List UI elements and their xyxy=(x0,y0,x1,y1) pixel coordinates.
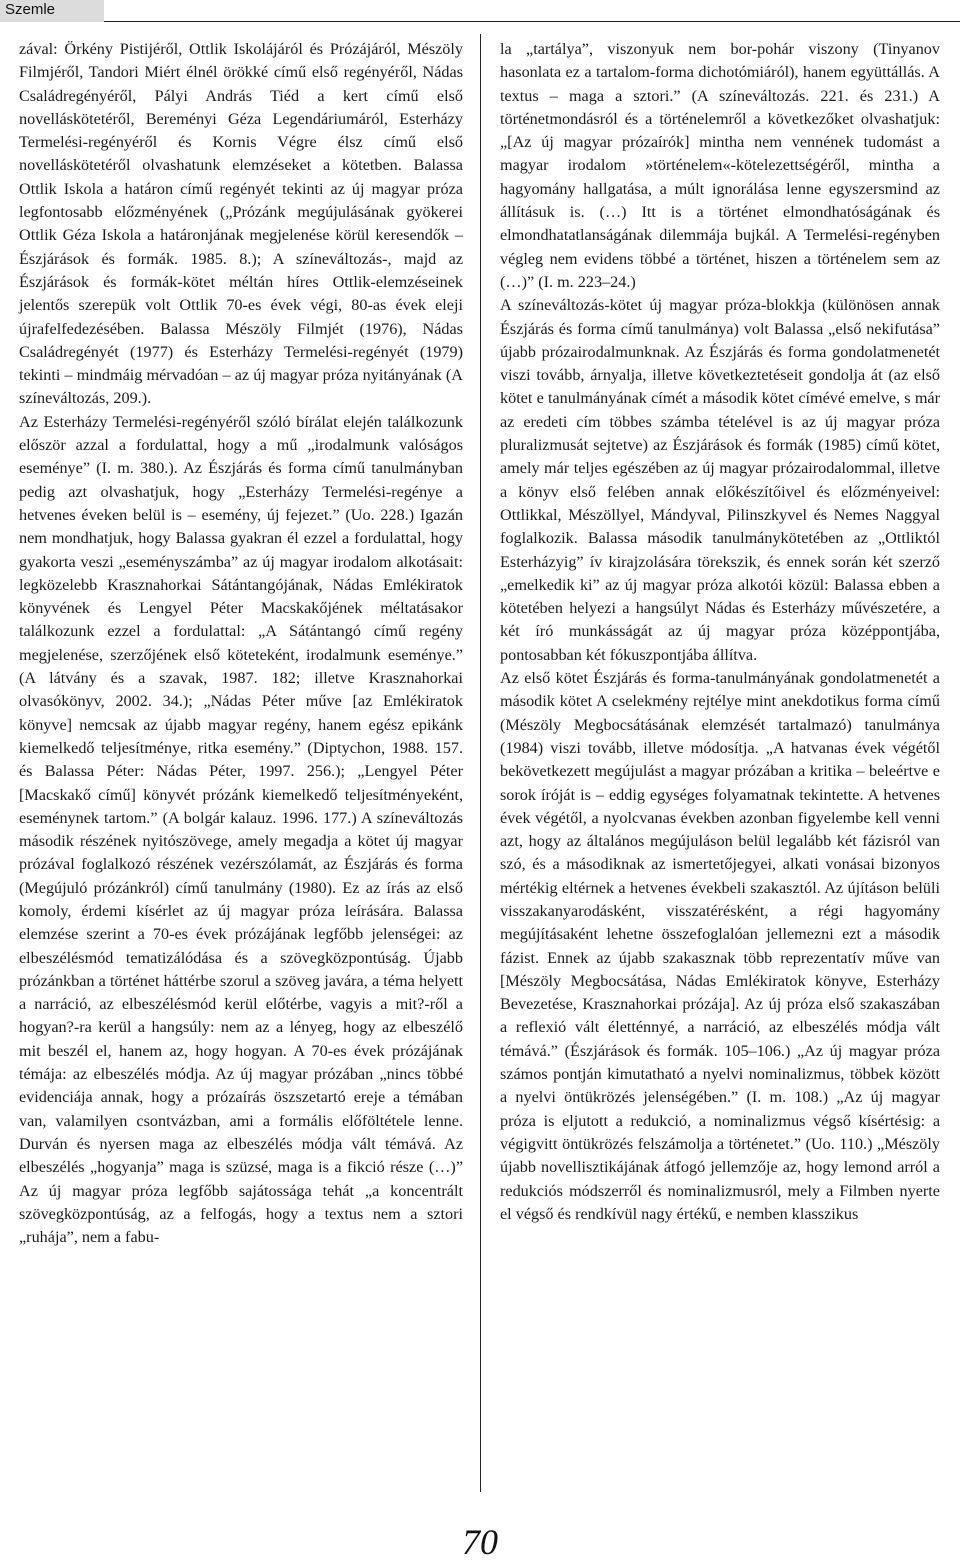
left-paragraph-2: Az Esterházy Termelési-regényéről szóló bírálat elején találkozunk először azzal a fordulattal, hogy a mű „irodalmunk valóságos eseménye” (I. m. 380.). Az Észjárás és forma című tanulmányban pedig azt olvashatjuk, hogy „Esterházy Termelési-regénye a hetvenes éveken belül is – esemény, új fejezet.” (Uo. 228.) Igazán nem mondhatjuk, hogy Balassa gyakran él ezzel a fordulattal, hogy gyakorta veszi „eseményszámba” az új magyar irodalom alkotásait: legközelebb Krasznahorkai Sátántangójának, Nádas Emlékiratok könyvének és Lengyel Péter Macskakőjének méltatásakor találkozunk ezzel a fordulattal: „A Sátántangó című regény megjelenése, szerzőjének első köteteként, irodalmunk eseménye.” (A látvány és a szavak, 1987. 182; illetve Krasznahorkai olvasókönyv, 2002. 34.); „Nádas Péter műve [az Emlékiratok könyve] nemcsak az újabb magyar regény, hanem egész epikánk kiemelkedő teljesítménye, ritka esemény.” (Diptychon, 1988. 157. és Balassa Péter: Nádas Péter, 1997. 256.); „Lengyel Péter [Macskakő című] könyvét prózánk kiemelkedő teljesítményeként, eseménynek tartom.” (A bolgár kalauz. 1996. 177.) A színeváltozás második részének nyitószövege, amely megadja a kötet új magyar prózával foglalkozó részének vezérszólamát, az Észjárás és forma (Megújuló prózánkról) című tanulmány (1980). Ez az írás az első komoly, érdemi kísérlet az új magyar próza leírására. Balassa elemzése szerint a 70-es évek prózájának legfőbb jelenségei: az elbeszélésmód tematizálódása és a szövegközpontúság. Újabb prózánkban a történet háttérbe szorul a szöveg javára, a téma helyett a narráció, az elbeszélésmód kerül előtérbe, vagyis a mit?-ről a hogyan?-ra kerül a hangsúly: nem az a lényeg, hogy az elbeszélő mit beszél el, hanem az, hogy hogyan. A 70-es évek prózájának témája: az elbeszélés módja. Az új magyar prózában „nincs többé evidenciája annak, hogy a prózaírás öszszetartó ereje a témában van, valamilyen csontvázban, ami a formális előföltétele lenne. Durván és nyersen maga az elbeszélés módja vált témává. Az elbeszélés „hogyanja” maga is szüzsé, maga is a fikció része (…)” Az új magyar próza legfőbb sajátossága tehát „a koncentrált szövegközpontúság, az a felfogás, hogy a textus nem a sztori „ruhája”, nem a fabu- xyxy=(19,412,463,1247)
right-paragraph-1: la „tartálya”, viszonyuk nem bor-pohár viszony (Tinyanov hasonlata ez a tartalom-forma dichotómiáról), hanem együttállás. A textus – maga a sztori.” (A színeváltozás. 221. és 231.) A történetmondásról és a történelemről a következőket olvashatjuk: „[Az új magyar prózaírók] mintha nem vennének tudomást a magyar irodalom »történelem«-kötelezettségéről, mintha a hagyomány hallgatása, a múlt ignorálása lenne egyszersmind az állításuk is. (…) Itt is a történet elmondhatóságának és elmondhatatlanságának dilemmája bujkál. A Termelési-regényben végleg nem evidens többé a történet, hiszen a történelem sem az (…)” (I. m. 223–24.) xyxy=(500,40,940,291)
left-paragraph-1: zával: Örkény Pistijéről, Ottlik Iskolájáról és Prózájáról, Mészöly Filmjéről, Tandori Miért élnél örökké című első regényéről, Nádas Családregényéről, Pályi András Tiéd a kert című első novelláskötetéről, Bereményi Géza Legendáriumáról, Esterházy Termelési-regényéről és Kornis Végre élsz című első novelláskötetéről olvashatunk elemzéseket a kötetben. Balassa Ottlik Iskola a határon című regényét tekinti az új magyar próza legfontosabb előzményének („Prózánk megújulásának gyökerei Ottlik Géza Iskola a határonjának megjelenése körül keresendők – Észjárások és formák. 1985. 8.); A színeváltozás-, majd az Észjárások és formák-kötet méltán híres Ottlik-elemzéseinek jelentős szerepük volt Ottlik 70-es évek végi, 80-as évek eleji újrafelfedezésében. Balassa Mészöly Filmjét (1976), Nádas Családregényét (1977) és Esterházy Termelési-regényét (1979) tekinti – mindmáig mérvadóan – az új magyar próza nyitányának (A színeváltozás, 209.). xyxy=(19,40,463,408)
right-paragraph-2: A színeváltozás-kötet új magyar próza-blokkja (különösen annak Észjárás és forma című tanulmánya) volt Balassa „első nekifutása” újabb prózairodalmunknak. Az Észjárás és forma gondolatmenetét viszi tovább, árnyalja, illetve következtetéseit gondolja át (az első kötet e tanulmányának címét a második kötet címévé emelve, s már az eredeti cím többes számba tételével is az új magyar próza pluralizmusát sejtetve) az Észjárások és formák (1985) című kötet, amely már teljes egészében az új magyar prózairodalommal, illetve a könyv első felében annak előkészítőivel és előzményeivel: Ottlikkal, Mészöllyel, Mándyval, Pilinszkyvel és Nemes Naggyal foglalkozik. Balassa második tanulmánykötetében az „Ottliktól Esterházyig” ív kirajzolására törekszik, és ennek során két szerző „emelkedik ki” az új magyar próza alkotói közül: Balassa ebben a kötetében helyezi a hangsúlyt Nádas és Esterházy művészetére, a két író munkásságát az új magyar próza középpontjába, pontosabban két fókuszpontjába állítva. xyxy=(500,296,940,664)
left-column xyxy=(19,38,463,1249)
header-rule xyxy=(104,21,960,22)
right-column xyxy=(500,38,940,1226)
section-label: Szemle xyxy=(5,1,56,18)
column-divider xyxy=(480,34,481,1492)
section-tab xyxy=(0,0,104,22)
page-number: 70 xyxy=(462,1522,498,1562)
right-paragraph-3: Az első kötet Észjárás és forma-tanulmányának gondolatmenetét a második kötet A cselekmény rejtélye mint anekdotikus forma című (Mészöly Megbocsátásának elemzését tartalmazó) tanulmánya (1984) viszi tovább, illetve módosítja. „A hatvanas évek végétől bekövetkezett megújulást a magyar prózában a kritika – beleértve e sorok íróját is – eddig egységes folyamatnak tekintette. A hetvenes évek végétől, a nyolcvanas években azonban figyelembe kell venni azt, hogy az általános megújuláson belül legalább két fázisról van szó, és a másodiknak az ismertetőjegyei, alkati vonásai bizonyos mértékig eltérnek a hetvenes évekbeli szakasztól. Az újításon belüli visszakanyarodásként, visszatérésként, a régi hagyomány megújításaként lehetne összefoglalóan jellemezni ezt a második fázist. Ennek az újabb szakasznak több reprezentatív műve van [Mészöly Megbocsátása, Nádas Emlékiratok könyve, Esterházy Bevezetése, Krasznahorkai prózája]. Az új próza első szakaszában a reflexió vált életténnyé, a narráció, az elbeszélés módja vált témává.” (Észjárások és formák. 105–106.) „Az új magyar próza számos pontján kimutatható a nyelvi nominalizmus, többek között a nyelvi öntükrözés jelenségében.” (I. m. 108.) „Az új magyar próza is eljutott a redukció, a nominalizmus végső kísértésig: a végigvitt öntükrözés felszámolja a történetet.” (Uo. 110.) „Mészöly újabb novellisztikájának átfogó jellemzője az, hogy lemond arról a redukciós módszerről és nominalizmusról, mely a Filmben nyerte el végső és rendkívül nagy értékű, e nemben klasszikus xyxy=(500,669,940,1223)
